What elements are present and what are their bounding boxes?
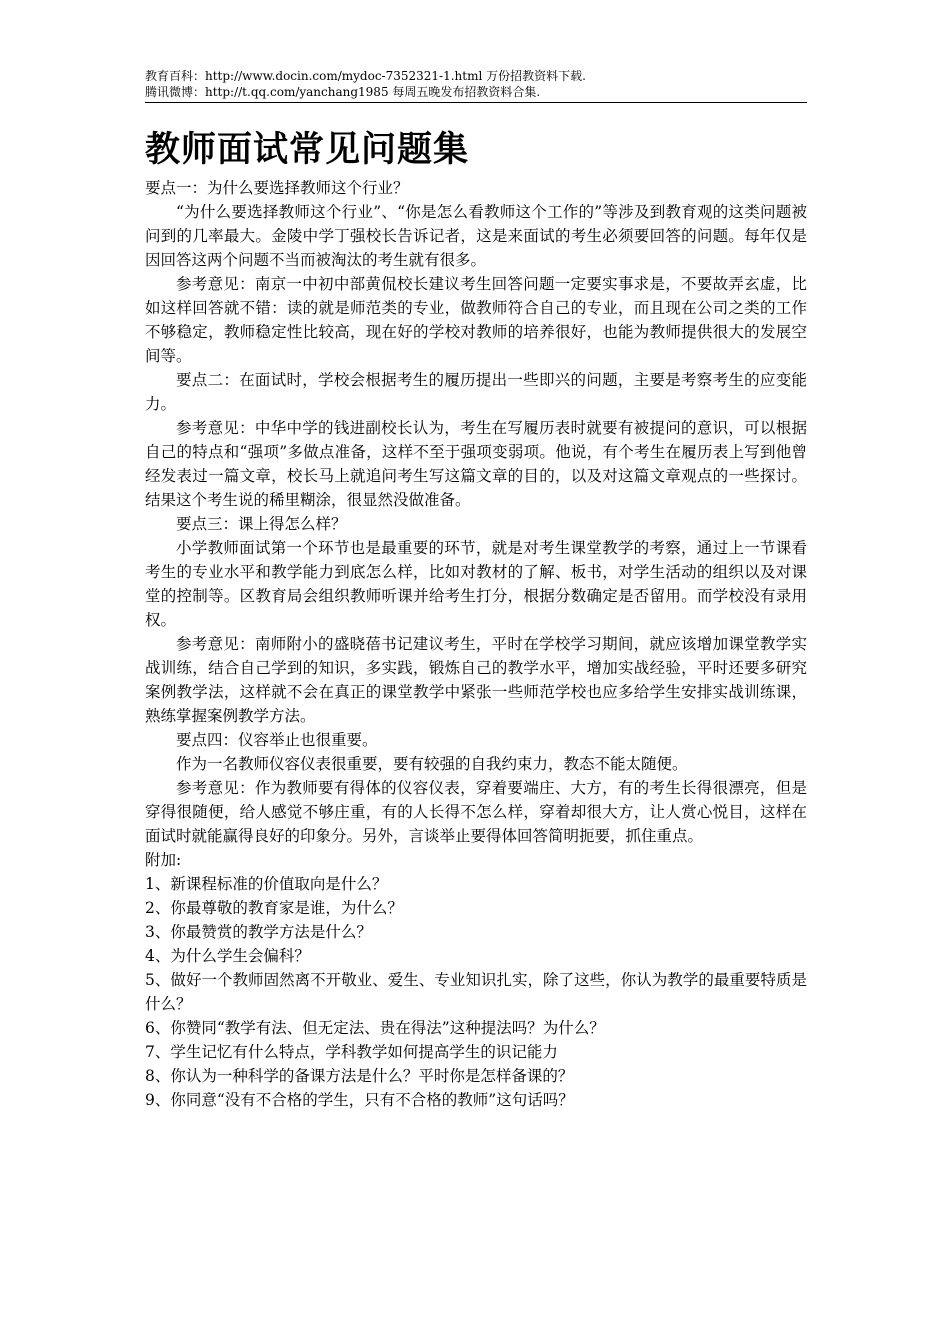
question-item: 9、你同意“没有不合格的学生，只有不合格的教师”这句话吗？ — [145, 1091, 574, 1109]
paragraph: 参考意见：南京一中初中部黄侃校长建议考生回答问题一定要实事求是，不要故弄玄虚，比如这样回答就不错：读的就是师范类的专业，做教师符合自己的专业，而且现在公司之类的工作不够稳定，教师稳定性比较高，现在好的学校对教师的培养很好，也能为教师提供很大的发展空间等。 — [145, 275, 807, 365]
document-title: 教师面试常见问题集 — [145, 130, 470, 170]
header-line-docin: 教育百科：http://www.docin.com/mydoc-7352321-1.html 万份招教资料下载. — [145, 69, 586, 83]
paragraph: 参考意见：南师附小的盛晓蓓书记建议考生，平时在学校学习期间，就应该增加课堂教学实战训练，结合自己学到的知识，多实践，锻炼自己的教学水平，增加实战经验，平时还要多研究案例教学法，这样就不会在真正的课堂教学中紧张一些师范学校也应多给学生安排实战训练课，熟练掌握案例教学方法。 — [145, 635, 807, 725]
question-item: 8、你认为一种科学的备课方法是什么？平时你是怎样备课的？ — [145, 1067, 574, 1085]
key-point-2-heading: 要点二：在面试时，学校会根据考生的履历提出一些即兴的问题，主要是考察考生的应变能力。 — [145, 371, 807, 413]
question-item: 5、做好一个教师固然离不开敬业、爱生、专业知识扎实，除了这些，你认为教学的最重要特质是什么？ — [145, 971, 807, 1013]
paragraph: 参考意见：作为教师要有得体的仪容仪表，穿着要端庄、大方，有的考生长得很漂亮，但是穿得很随便，给人感觉不够庄重，有的人长得不怎么样，穿着却很大方，让人赏心悦目，这样在面试时就能赢得良好的印象分。另外，言谈举止要得体回答简明扼要，抓住重点。 — [145, 779, 807, 845]
question-item: 3、你最赞赏的教学方法是什么？ — [145, 923, 372, 941]
paragraph: 作为一名教师仪容仪表很重要，要有较强的自我约束力，教态不能太随便。 — [176, 755, 688, 773]
page-header — [145, 68, 807, 103]
key-point-1-heading: 要点一：为什么要选择教师这个行业？ — [145, 179, 409, 197]
document-text — [145, 176, 807, 1112]
question-item: 7、学生记忆有什么特点，学科教学如何提高学生的识记能力 — [145, 1043, 558, 1061]
paragraph: 参考意见：中华中学的钱进副校长认为，考生在写履历表时就要有被提问的意识，可以根据自己的特点和“强项”多做点准备，这样不至于强项变弱项。他说，有个考生在履历表上写到他曾经发表过一篇文章，校长马上就追问考生写这篇文章的目的，以及对这篇文章观点的一些探讨。结果这个考生说的稀里糊涂，很显然没做准备。 — [145, 419, 807, 509]
paragraph: 小学教师面试第一个环节也是最重要的环节，就是对考生课堂教学的考察，通过上一节课看考生的专业水平和教学能力到底怎么样，比如对教材的了解、板书，对学生活动的组织以及对课堂的控制等。区教育局会组织教师听课并给考生打分，根据分数确定是否留用。而学校没有录用权。 — [145, 539, 807, 629]
header-line-weibo: 腾讯微博：http://t.qq.com/yanchang1985 每周五晚发布招教资料合集. — [145, 85, 541, 99]
question-item: 1、新课程标准的价值取向是什么？ — [145, 875, 388, 893]
document-body — [145, 124, 807, 1112]
question-item: 6、你赞同“教学有法、但无定法、贵在得法”这种提法吗？为什么？ — [145, 1019, 605, 1037]
appendix-heading: 附加: — [145, 851, 182, 869]
question-item: 4、为什么学生会偏科？ — [145, 947, 310, 965]
key-point-3-heading: 要点三：课上得怎么样？ — [176, 515, 347, 533]
paragraph: “为什么要选择教师这个行业”、“你是怎么看教师这个工作的”等涉及到教育观的这类问题被问到的几率最大。金陵中学丁强校长告诉记者，这是来面试的考生必须要回答的问题。每年仅是因回答这两个问题不当而被淘汰的考生就有很多。 — [145, 203, 807, 269]
question-item: 2、你最尊敬的教育家是谁，为什么？ — [145, 899, 403, 917]
key-point-4-heading: 要点四：仪容举止也很重要。 — [176, 731, 378, 749]
